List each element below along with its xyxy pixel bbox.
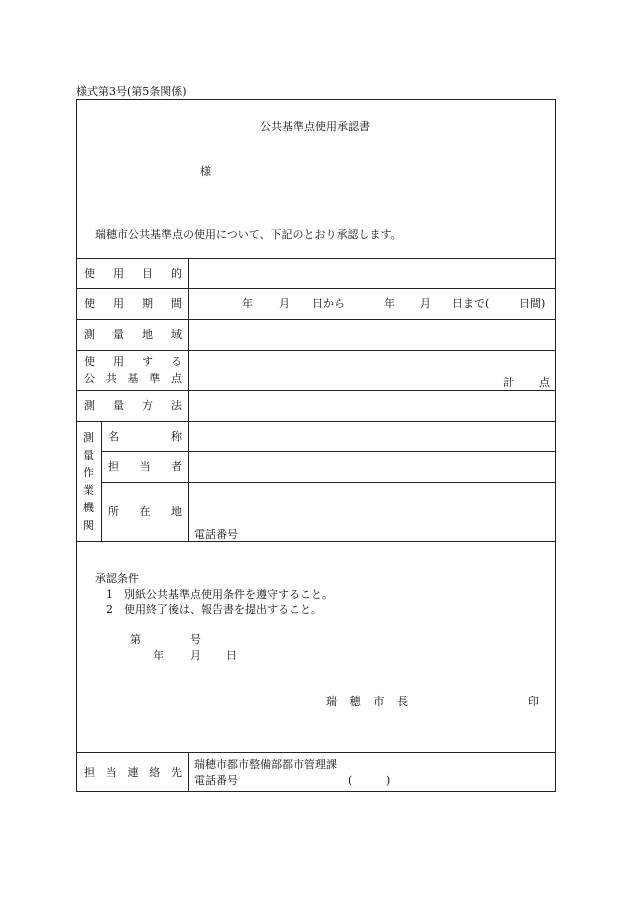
rule-contact-top [76, 752, 556, 753]
agency-phone-label: 電話番号 [194, 528, 238, 541]
form-frame [76, 99, 556, 792]
label-purpose-text: 使 用 目 的 [84, 267, 182, 280]
rule-period-top [76, 288, 556, 289]
rule-agency-column [101, 421, 102, 541]
label-purpose [84, 268, 182, 279]
addressee-suffix: 様 [200, 165, 211, 178]
label-points-line1-text: 使 用 す る [84, 355, 182, 368]
contact-paren-close: ) [386, 774, 391, 787]
period-month1: 月 [279, 297, 290, 310]
label-agency-person-text: 担 当 者 [108, 460, 182, 473]
contact-paren-open: ( [348, 774, 353, 787]
issue-go: 号 [190, 633, 201, 646]
agency-char-3: 作 [83, 466, 94, 480]
label-points-line1 [84, 356, 182, 367]
issue-day: 日 [226, 649, 237, 662]
label-agency-address [108, 506, 182, 517]
rule-conditions-top [76, 541, 556, 542]
label-agency-person [108, 461, 182, 472]
issue-dai: 第 [130, 633, 141, 646]
label-period [84, 298, 182, 309]
rule-person-bottom [101, 482, 556, 483]
label-method [84, 400, 182, 411]
label-agency-address-text: 所 在 地 [108, 505, 182, 518]
period-year2: 年 [384, 297, 395, 310]
rule-method-top [76, 390, 556, 391]
period-year1: 年 [242, 297, 253, 310]
rule-name-bottom [101, 451, 556, 452]
agency-char-5: 機 [83, 501, 94, 515]
intro-text: 瑞穂市公共基準点の使用について、下記のとおり承認します。 [95, 228, 402, 241]
label-contact-text: 担 当 連 絡 先 [84, 766, 182, 779]
issue-year: 年 [153, 649, 164, 662]
label-agency-name-text: 名 称 [108, 430, 182, 443]
signer-title-text: 瑞 穂 市 長 [326, 695, 408, 708]
condition-1-num: 1 [106, 588, 113, 601]
period-to: 日まで( [452, 297, 490, 310]
issue-month: 月 [190, 649, 201, 662]
label-method-text: 測 量 方 法 [84, 399, 182, 412]
agency-char-4: 業 [83, 483, 94, 497]
label-contact [84, 767, 182, 778]
points-total: 計 [503, 376, 514, 389]
conditions-heading: 承認条件 [95, 572, 139, 585]
signer-title [326, 696, 408, 707]
contact-department: 瑞穂市都市整備部都市管理課 [194, 758, 337, 771]
rule-label-column [188, 258, 189, 541]
rule-contact-column [188, 752, 189, 792]
rule-agency-top [76, 421, 556, 422]
label-area [84, 329, 182, 340]
agency-char-2: 量 [83, 448, 94, 462]
agency-char-6: 関 [83, 518, 94, 532]
points-unit: 点 [539, 376, 550, 389]
agency-vertical-label [76, 432, 101, 538]
condition-1-text: 別紙公共基準点使用条件を遵守すること。 [124, 588, 333, 601]
seal-mark: 印 [528, 695, 539, 708]
form-number: 様式第3号(第5条関係) [76, 85, 187, 98]
condition-2-num: 2 [106, 603, 113, 616]
label-period-text: 使 用 期 間 [84, 297, 182, 310]
label-agency-name [108, 431, 182, 442]
agency-char-1: 測 [83, 431, 94, 444]
rule-purpose-top [76, 258, 556, 259]
form-title: 公共基準点使用承認書 [260, 120, 370, 133]
contact-phone-label: 電話番号 [194, 774, 238, 787]
label-area-text: 測 量 地 域 [84, 328, 182, 341]
label-points-line2-text: 公 共 基 準 点 [84, 372, 182, 385]
period-days: 日間) [519, 297, 546, 310]
condition-2-text: 使用終了後は、報告書を提出すること。 [124, 603, 322, 616]
period-month2: 月 [420, 297, 431, 310]
label-points-line2 [84, 373, 182, 384]
rule-area-top [76, 319, 556, 320]
period-from: 日から [312, 297, 345, 310]
rule-points-top [76, 350, 556, 351]
